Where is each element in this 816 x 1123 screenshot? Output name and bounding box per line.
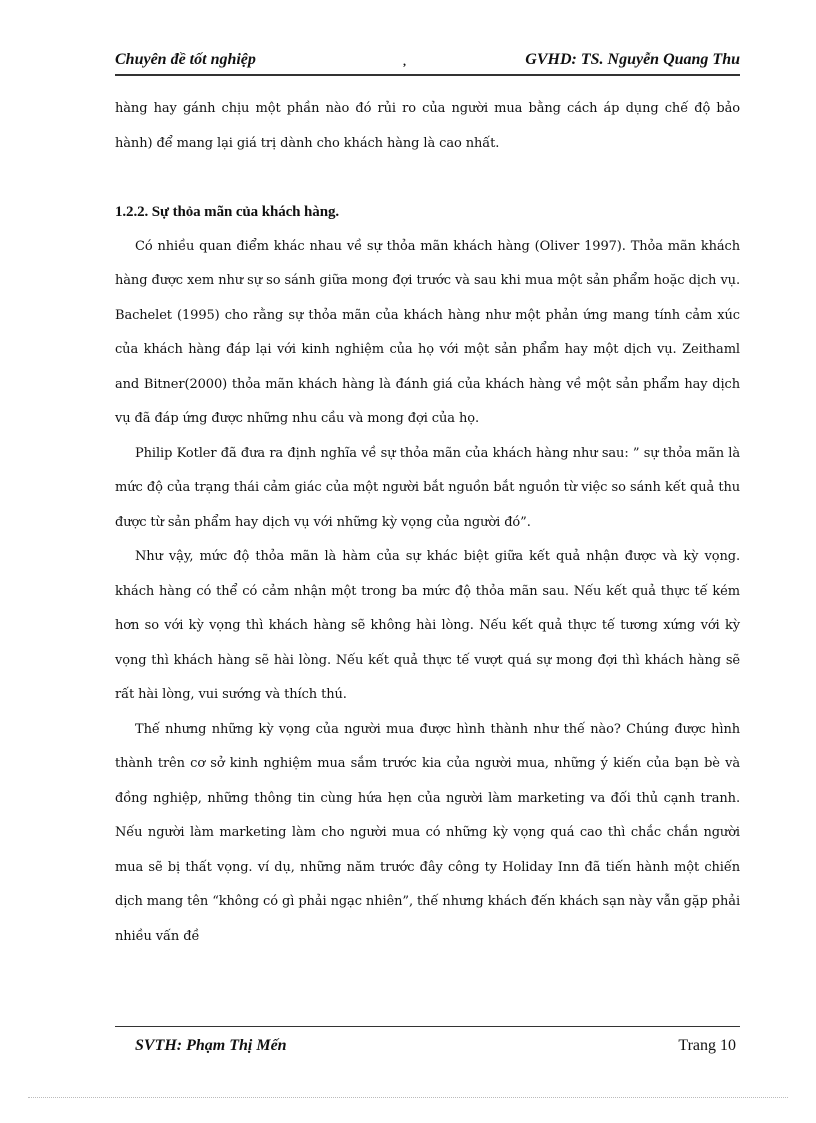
- section-heading: 1.2.2. Sự thỏa mãn của khách hàng.: [115, 204, 339, 220]
- page-edge-divider: [28, 1097, 788, 1098]
- footer-author: SVTH: Phạm Thị Mến: [135, 1037, 287, 1054]
- header-advisor: GVHD: TS. Nguyễn Quang Thu: [525, 51, 740, 68]
- page-header: [115, 48, 740, 76]
- document-body: [115, 92, 740, 954]
- header-title: Chuyên đề tốt nghiệp: [115, 51, 256, 68]
- header-mark: ,: [403, 54, 406, 68]
- paragraph-satisfaction-views: Có nhiều quan điểm khác nhau về sự thỏa mãn khách hàng (Oliver 1997). Thỏa mãn khách hàng được xem như sự so sánh giữa mong đợi trước và sau khi mua một sản phẩm hoặc dịch vụ. Bachelet (1995) cho rằng sự thỏa mãn của khách hàng như một phản ứng mang tính cảm xúc của khách hàng đáp lại với kinh nghiệm của họ với một sản phẩm hay một dịch vụ. Zeithaml and Bitner(2000) thỏa mãn khách hàng là đánh giá của khách hàng về một sản phẩm hay dịch vụ đã đáp ứng được những nhu cầu và mong đợi của họ.: [115, 238, 740, 426]
- page-footer: [115, 1026, 740, 1065]
- page-number: Trang 10: [678, 1037, 736, 1054]
- paragraph-satisfaction-levels: Như vậy, mức độ thỏa mãn là hàm của sự khác biệt giữa kết quả nhận được và kỳ vọng. khách hàng có thể có cảm nhận một trong ba mức độ thỏa mãn sau. Nếu kết quả thực tế kém hơn so với kỳ vọng thì khách hàng sẽ không hài lòng. Nếu kết quả thực tế tương xứng với kỳ vọng thì khách hàng sẽ hài lòng. Nếu kết quả thực tế vượt quá sự mong đợi thì khách hàng sẽ rất hài lòng, vui sướng và thích thú.: [115, 549, 740, 702]
- paragraph-kotler-definition: Philip Kotler đã đưa ra định nghĩa về sự thỏa mãn của khách hàng như sau: ” sự thỏa mãn là mức độ của trạng thái cảm giác của một người bắt nguồn bắt nguồn từ việc so sánh kết quả thu được từ sản phẩm hay dịch vụ với những kỳ vọng của người đó”.: [115, 445, 740, 530]
- paragraph-continuation: hàng hay gánh chịu một phần nào đó rủi ro của người mua bằng cách áp dụng chế độ bảo hành) để mang lại giá trị dành cho khách hàng là cao nhất.: [115, 101, 740, 151]
- spacer: [115, 161, 740, 195]
- paragraph-expectations: Thế nhưng những kỳ vọng của người mua được hình thành như thế nào? Chúng được hình thành trên cơ sở kinh nghiệm mua sắm trước kia của người mua, những ý kiến của bạn bè và đồng nghiệp, những thông tin cùng hứa hẹn của người làm marketing va đối thủ cạnh tranh. Nếu người làm marketing làm cho người mua có những kỳ vọng quá cao thì chắc chắn người mua sẽ bị thất vọng. ví dụ, những năm trước đây công ty Holiday Inn đã tiến hành một chiến dịch mang tên “không có gì phải ngạc nhiên”, thế nhưng khách đến khách sạn này vẫn gặp phải nhiều vấn đề: [115, 721, 740, 944]
